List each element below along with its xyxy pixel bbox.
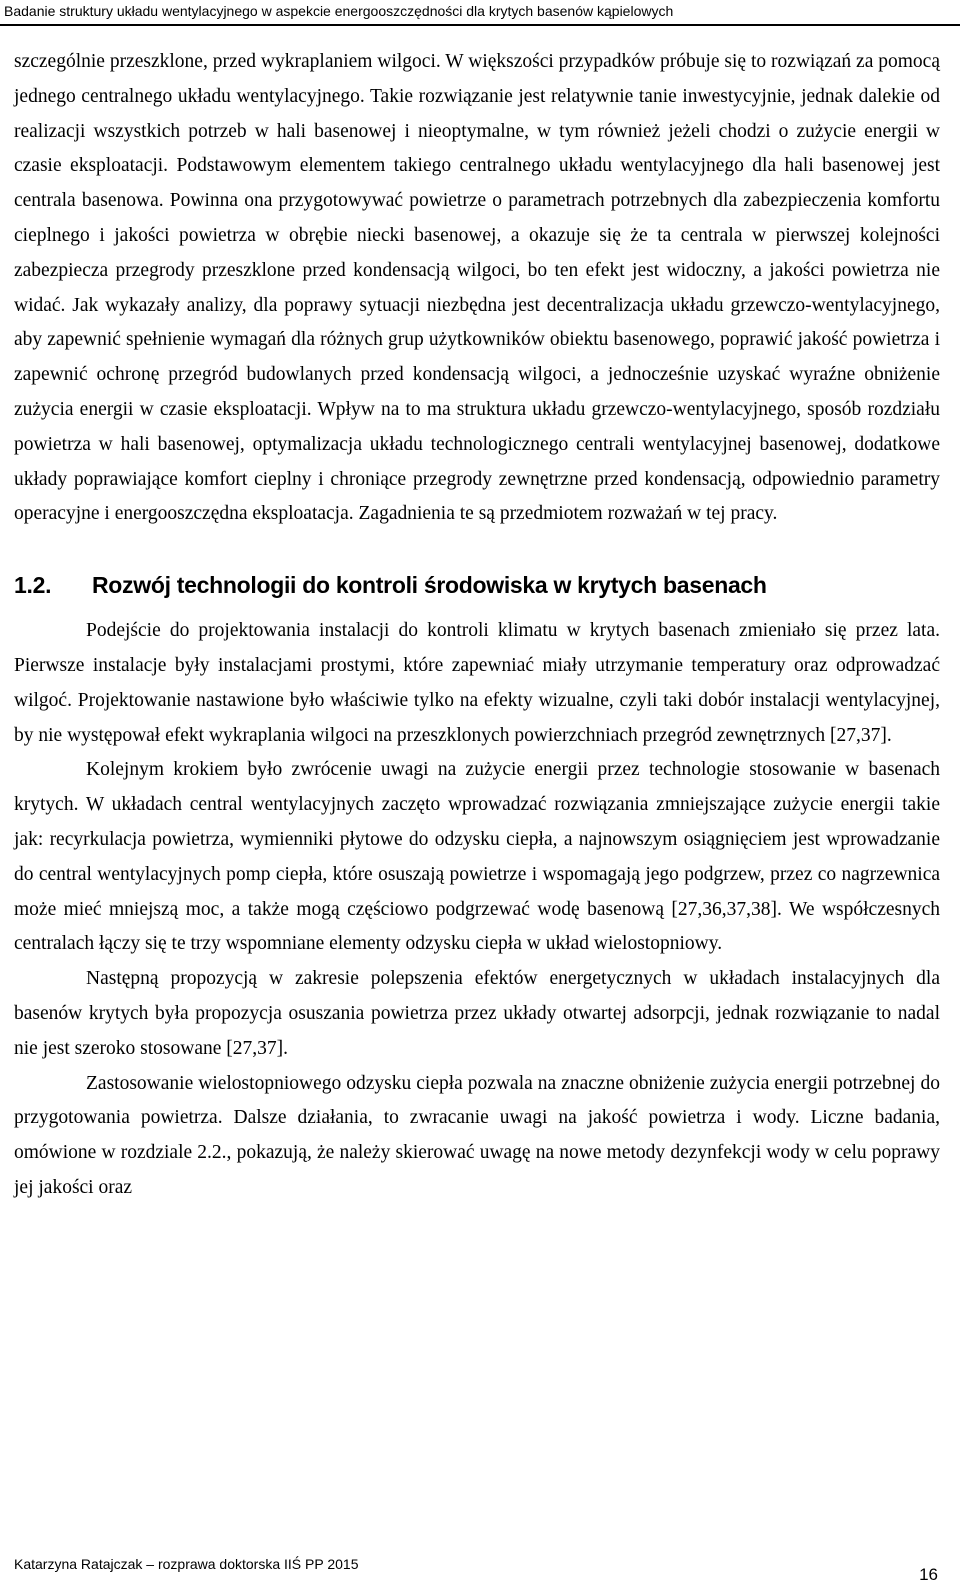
paragraph-1: Podejście do projektowania instalacji do kontroli klimatu w krytych basenach zmieniało się przez lata. Pierwsze instalacje były instalacjami prostymi, które zapewniać miały utrzymanie temperatury oraz odprowadzać wilgoć. Projektowanie nastawione było właściwie tylko na efekty wizualne, czyli taki dobór instalacji wentylacyjnej, by nie występował efekt wykraplania wilgoci na przeszklonych powierzchniach przegród zewnętrznych [27,37]. [14,620,940,746]
section-title: Rozwój technologii do kontroli środowiska w krytych basenach [92,572,767,599]
paragraph-3: Następną propozycją w zakresie polepszenia efektów energetycznych w układach instalacyjnych dla basenów krytych była propozycja osuszania powietrza przez układy otwartej adsorpcji, jednak rozwiązanie to nadal nie jest szeroko stosowane [27,37]. [14,968,940,1059]
page-number: 16 [919,1565,938,1584]
footer-author: Katarzyna Ratajczak – rozprawa doktorska IIŚ PP 2015 [14,1556,359,1572]
section-number: 1.2. [14,572,52,599]
section-heading [14,568,940,602]
paragraph-2: Kolejnym krokiem było zwrócenie uwagi na zużycie energii przez technologie stosowanie w basenach krytych. W układach central wentylacyjnych zaczęto wprowadzać rozwiązania zmniejszające zużycie energii takie jak: recyrkulacja powietrza, wymienniki płytowe do odzysku ciepła, a najnowszym osiągnięciem jest wprowadzanie do central wentylacyjnych pomp ciepła, które osuszają powietrze i wspomagają jego podgrzew, przez co nagrzewnica może mieć mniejszą moc, a także mogą częściowo podgrzewać wodę basenową [27,36,37,38]. We współczesnych centralach łączy się te trzy wspomniane elementy odzysku ciepła w układ wielostopniowy. [14,759,940,955]
paragraph-continuation: szczególnie przeszklone, przed wykraplaniem wilgoci. W większości przypadków próbuje się to rozwiązań za pomocą jednego centralnego układu wentylacyjnego. Takie rozwiązanie jest relatywnie tanie inwestycyjnie, jednak dalekie od realizacji wszystkich potrzeb w hali basenowej i nieoptymalne, w tym również jeżeli chodzi o zużycie energii w czasie eksploatacji. Podstawowym elementem takiego centralnego układu wentylacyjnego dla hali basenowej jest centrala basenowa. Powinna ona przygotowywać powietrze o parametrach potrzebnych dla zabezpieczenia komfortu cieplnego i jakości powietrza w obrębie niecki basenowej, a okazuje się że ta centrala w pierwszej kolejności zabezpiecza przegrody przeszklone przed kondensacją wilgoci, bo ten efekt jest widoczny, a jakości powietrza nie widać. Jak wykazały analizy, dla poprawy sytuacji niezbędna jest decentralizacja układu grzewczo-wentylacyjnego, aby zapewnić spełnienie wymagań dla różnych grup użytkowników obiektu basenowego, poprawić jakość powietrza i zapewnić ochronę przegród budowlanych przed kondensacją wilgoci, a jednocześnie uzyskać wyraźne obniżenie zużycia energii w czasie eksploatacji. Wpływ na to ma struktura układu grzewczo-wentylacyjnego, sposób rozdziału powietrza w hali basenowej, optymalizacja układu technologicznego centrali wentylacyjnej basenowej, dodatkowe układy poprawiające komfort cieplny i chroniące przegrody zewnętrzne przed kondensacją, odpowiednio parametry operacyjne i energooszczędna eksploatacja. Zagadnienia te są przedmiotem rozważań w tej pracy. [14,51,940,525]
header-rule [0,24,960,26]
running-header: Badanie struktury układu wentylacyjnego w aspekcie energooszczędności dla krytych basenów kąpielowych [4,3,674,19]
paragraph-4: Zastosowanie wielostopniowego odzysku ciepła pozwala na znaczne obniżenie zużycia energii potrzebnej do przygotowania powietrza. Dalsze działania, to zwracanie uwagi na jakość powietrza i wody. Liczne badania, omówione w rozdziale 2.2., pokazują, że należy skierować uwagę na nowe metody dezynfekcji wody w celu poprawy jej jakości oraz [14,1072,940,1198]
body-text [14,45,940,1206]
